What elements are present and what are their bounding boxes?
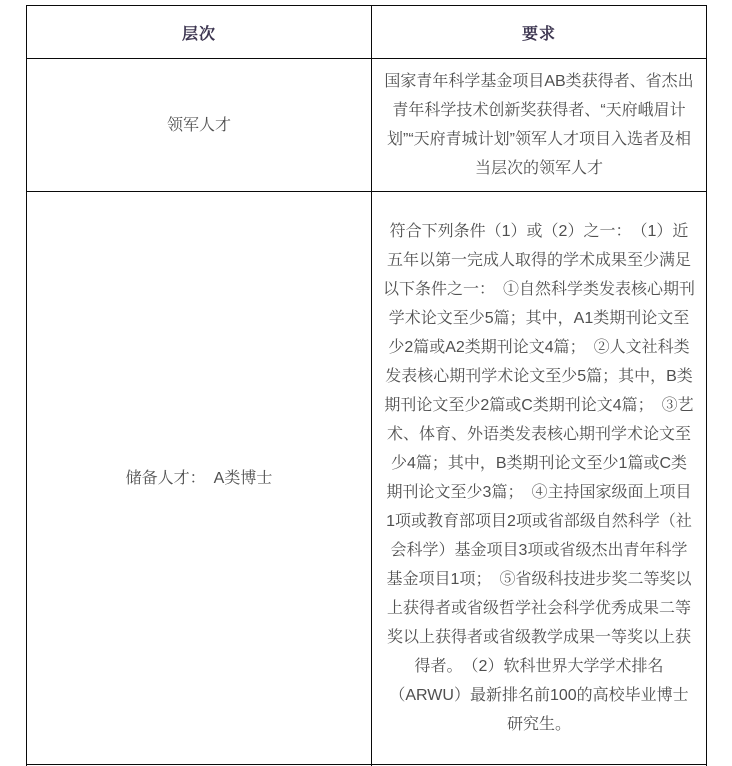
column-header-requirement: 要求	[372, 6, 707, 59]
column-header-level: 层次	[27, 6, 372, 59]
level-cell-reserve-talent: 储备人才： A类博士	[27, 192, 372, 765]
table-row-leading-talent	[27, 59, 707, 192]
talent-requirements-table	[26, 5, 707, 766]
requirement-cell-leading-talent: 国家青年科学基金项目AB类获得者、省杰出青年科学技术创新奖获得者、“天府峨眉计划”“天府青城计划”领军人才项目入选者及相当层次的领军人才	[372, 59, 707, 192]
table-header-row	[27, 6, 707, 59]
level-cell-leading-talent: 领军人才	[27, 59, 372, 192]
table-row-reserve-talent	[27, 192, 707, 765]
requirement-cell-reserve-talent: 符合下列条件（1）或（2）之一： （1）近五年以第一完成人取得的学术成果至少满足以下条件之一： ①自然科学类发表核心期刊学术论文至少5篇；其中，A1类期刊论文至少2篇或A2类期刊论文4篇； ②人文社科类发表核心期刊学术论文至少5篇；其中，B类期刊论文至少2篇或C类期刊论文4篇； ③艺术、体育、外语类发表核心期刊学术论文至少4篇；其中，B类期刊论文至少1篇或C类期刊论文至少3篇； ④主持国家级面上项目1项或教育部项目2项或省部级自然科学（社会科学）基金项目3项或省级杰出青年科学基金项目1项； ⑤省级科技进步奖二等奖以上获得者或省级哲学社会科学优秀成果二等奖以上获得者或省级教学成果一等奖以上获得者。 （2）软科世界大学学术排名（ARWU）最新排名前100的高校毕业博士研究生。	[372, 192, 707, 765]
